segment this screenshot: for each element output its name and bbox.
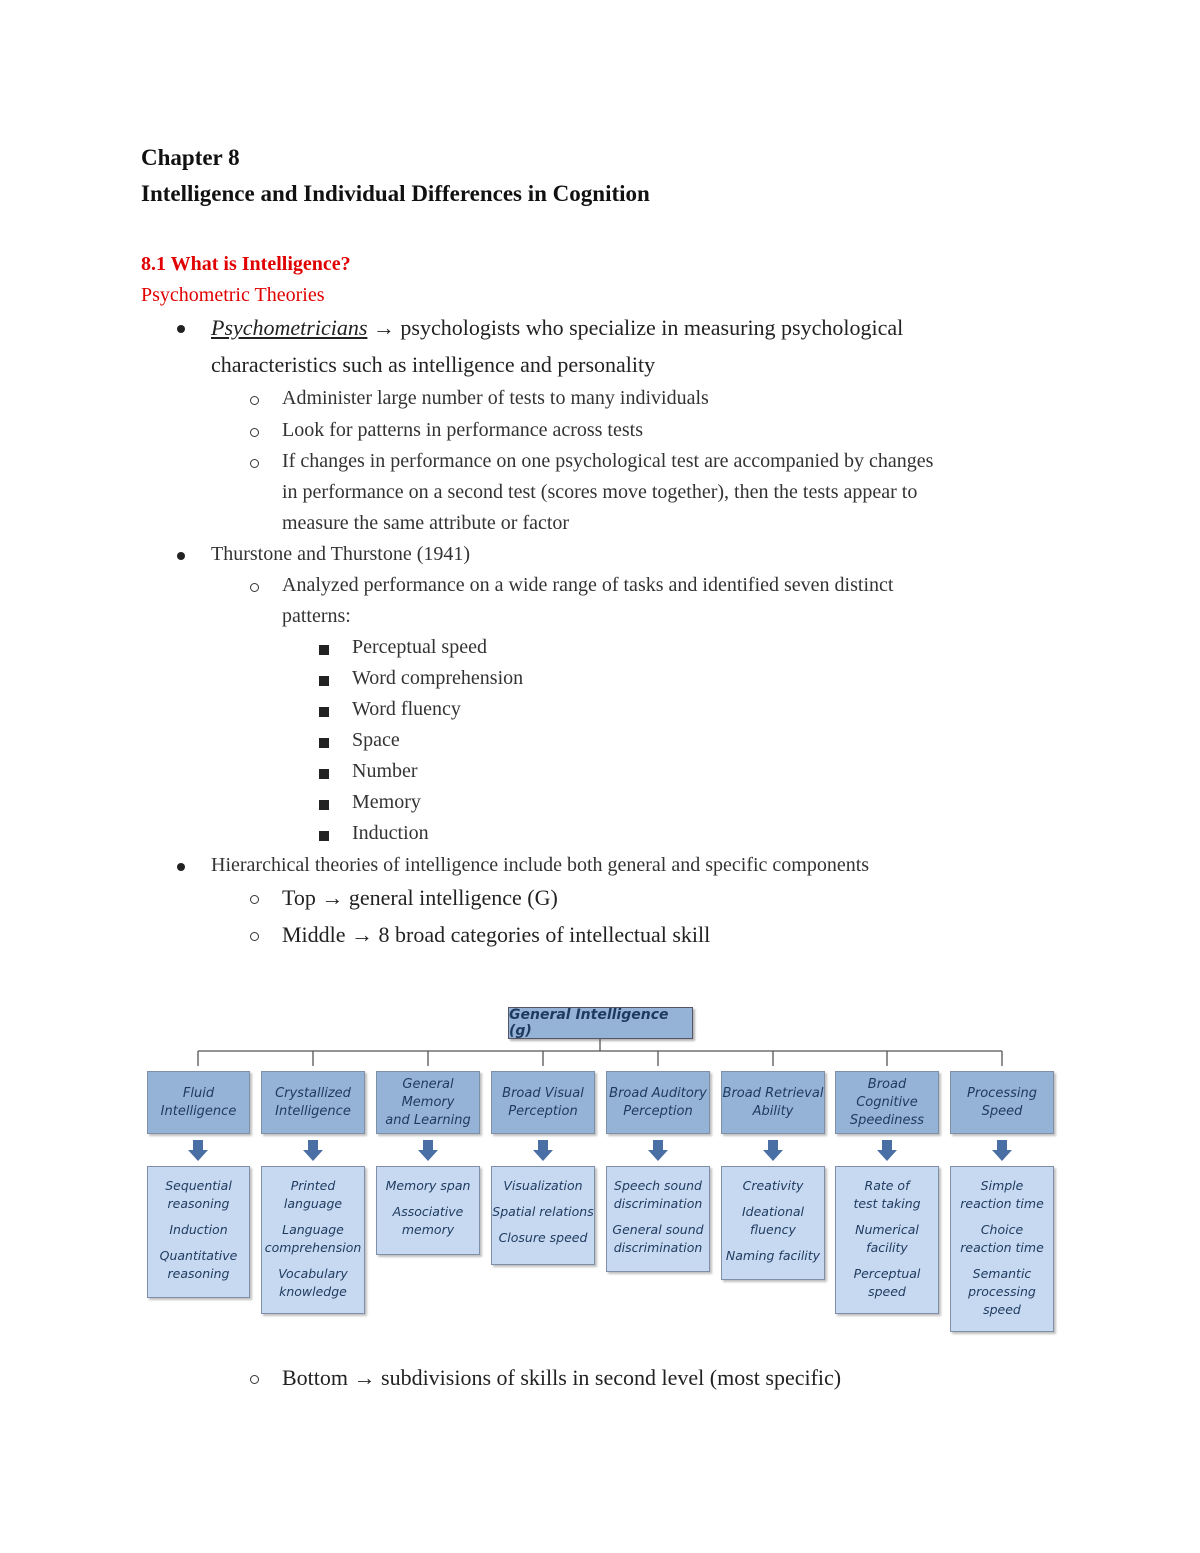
section-heading: 8.1 What is Intelligence? <box>141 253 351 275</box>
skills-broad-cognitive <box>835 1166 939 1314</box>
middle-level-bullet: Middle → 8 broad categories of intellectual skill <box>282 922 711 947</box>
hierarchical-bullet: Hierarchical theories of intelligence include both general and specific components <box>211 854 870 876</box>
category-broad-auditory <box>606 1071 710 1134</box>
psychometricians-def: → psychologists who specialize in measuring psychological <box>367 315 904 340</box>
sub-bullet-3-l1: If changes in performance on one psychological test are accompanied by changes <box>282 450 934 472</box>
pattern-item: Number <box>352 760 418 782</box>
category-label: Ability <box>752 1103 794 1119</box>
category-label: Broad Auditory <box>609 1085 707 1101</box>
category-label: Intelligence <box>275 1103 351 1119</box>
skill-label: Spatial relations <box>492 1204 594 1219</box>
down-arrow-icon <box>648 1140 668 1161</box>
skill-label: Associative <box>392 1204 464 1219</box>
skill-label: Sequential <box>165 1178 232 1193</box>
category-label: Perception <box>508 1103 578 1119</box>
down-arrow-icon <box>992 1140 1012 1161</box>
skill-label: Perceptual <box>853 1266 921 1281</box>
category-label: Intelligence <box>160 1103 237 1119</box>
thurstone-sub-l2: patterns: <box>282 605 351 627</box>
skill-label: knowledge <box>279 1284 347 1299</box>
thurstone-sub-l1: Analyzed performance on a wide range of tasks and identified seven distinct <box>282 574 894 596</box>
skill-label: General sound <box>612 1222 704 1237</box>
sub-bullet-3-l3: measure the same attribute or factor <box>282 512 570 534</box>
psychometricians-def-cont: characteristics such as intelligence and personality <box>211 352 656 377</box>
category-broad-cognitive <box>835 1071 939 1134</box>
top-level-bullet: Top → general intelligence (G) <box>282 885 558 910</box>
skill-label: Naming facility <box>725 1248 821 1263</box>
skill-label: fluency <box>750 1222 796 1237</box>
category-label: Memory <box>401 1094 455 1110</box>
pattern-item: Perceptual speed <box>352 636 487 658</box>
pattern-item: Memory <box>352 791 421 813</box>
skill-label: facility <box>866 1240 908 1255</box>
category-label: Crystallized <box>275 1085 351 1101</box>
skill-label: Creativity <box>742 1178 804 1193</box>
category-processing-speed <box>950 1071 1054 1134</box>
skills-fluid-intelligence <box>147 1166 250 1298</box>
skill-label: reasoning <box>167 1196 230 1211</box>
skills-general-memory <box>376 1166 480 1255</box>
bullet-circle <box>250 1375 259 1384</box>
skills-broad-auditory <box>606 1166 710 1272</box>
skill-label: Numerical <box>855 1222 919 1237</box>
general-intelligence-box: General Intelligence (g) <box>508 1007 693 1039</box>
skill-label: speed <box>868 1284 906 1299</box>
skill-label: reaction time <box>960 1196 1044 1211</box>
skill-label: Quantitative <box>159 1248 238 1263</box>
skill-label: comprehension <box>264 1240 362 1255</box>
section-subheading: Psychometric Theories <box>141 284 325 306</box>
skill-label: processing <box>968 1284 1036 1299</box>
skill-label: Vocabulary <box>278 1266 348 1281</box>
category-label: Perception <box>623 1103 693 1119</box>
psychometricians-term: Psychometricians <box>211 315 368 340</box>
skill-label: Simple <box>980 1178 1024 1193</box>
down-arrow-icon <box>877 1140 897 1161</box>
sub-bullet-2: Look for patterns in performance across tests <box>282 419 643 441</box>
skills-broad-retrieval <box>721 1166 825 1280</box>
pattern-item: Induction <box>352 822 429 844</box>
chapter-title: Intelligence and Individual Differences in Cognition <box>141 181 650 206</box>
skill-label: Semantic <box>972 1266 1032 1281</box>
skill-label: Printed <box>290 1178 336 1193</box>
bottom-level-bullet: Bottom → subdivisions of skills in second level (most specific) <box>282 1365 842 1390</box>
category-label: Speed <box>981 1103 1023 1119</box>
category-label: General <box>402 1076 454 1092</box>
skills-crystallized-intelligence <box>261 1166 365 1314</box>
category-broad-retrieval <box>721 1071 825 1134</box>
category-label: Fluid <box>182 1085 215 1101</box>
skill-label: Speech sound <box>614 1178 702 1193</box>
down-arrow-icon <box>763 1140 783 1161</box>
skill-label: Closure speed <box>498 1230 588 1245</box>
skill-label: Ideational <box>741 1204 805 1219</box>
skill-label: Choice <box>980 1222 1024 1237</box>
skill-label: Induction <box>169 1222 228 1237</box>
skill-label: test taking <box>853 1196 921 1211</box>
down-arrow-icon <box>418 1140 438 1161</box>
category-label: and Learning <box>385 1112 471 1128</box>
skills-broad-visual <box>491 1166 595 1265</box>
category-label: Broad Retrieval <box>722 1085 824 1101</box>
down-arrow-icon <box>303 1140 323 1161</box>
skill-label: discrimination <box>613 1196 703 1211</box>
pattern-item: Word fluency <box>352 698 461 720</box>
category-label: Processing <box>967 1085 1037 1101</box>
skill-label: Rate of <box>864 1178 910 1193</box>
category-label: Speediness <box>849 1112 925 1128</box>
category-crystallized-intelligence <box>261 1071 365 1134</box>
skill-label: Visualization <box>503 1178 583 1193</box>
down-arrow-icon <box>188 1140 208 1161</box>
category-label: Broad Visual <box>502 1085 584 1101</box>
category-fluid-intelligence <box>147 1071 250 1134</box>
category-label: Broad Cognitive <box>856 1076 918 1110</box>
category-broad-visual <box>491 1071 595 1134</box>
skill-label: Memory span <box>385 1178 471 1193</box>
skill-label: memory <box>401 1222 455 1237</box>
skill-label: discrimination <box>613 1240 703 1255</box>
category-general-memory <box>376 1071 480 1134</box>
pattern-item: Word comprehension <box>352 667 524 689</box>
skill-label: language <box>283 1196 343 1211</box>
down-arrow-icon <box>533 1140 553 1161</box>
sub-bullet-3-l2: in performance on a second test (scores move together), then the tests appear to <box>282 481 918 503</box>
skill-label: Language <box>282 1222 344 1237</box>
skills-processing-speed <box>950 1166 1054 1332</box>
skill-label: reaction time <box>960 1240 1044 1255</box>
skill-label: reasoning <box>167 1266 230 1281</box>
chapter-number: Chapter 8 <box>141 145 240 170</box>
thurstone-bullet: Thurstone and Thurstone (1941) <box>211 543 471 565</box>
sub-bullet-1: Administer large number of tests to many individuals <box>282 387 709 409</box>
skill-label: speed <box>983 1302 1021 1317</box>
pattern-item: Space <box>352 729 400 751</box>
